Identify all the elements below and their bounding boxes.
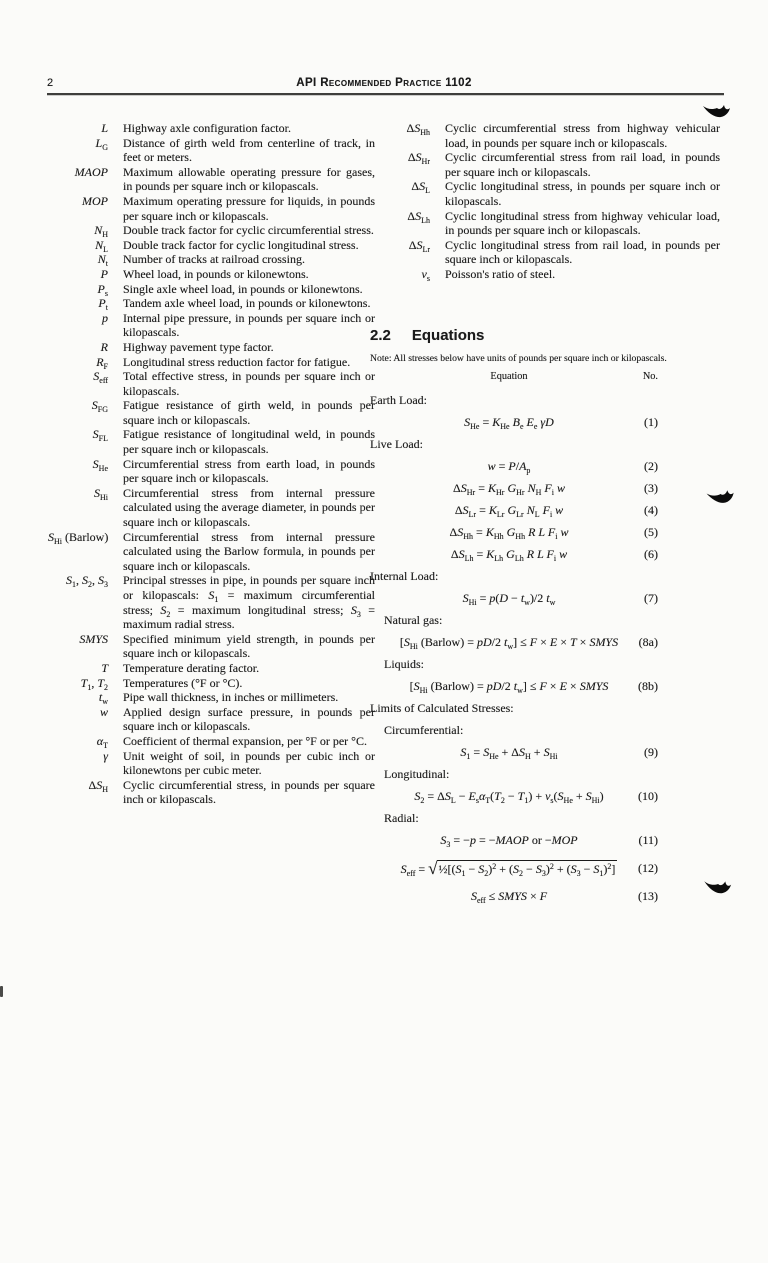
equation-math: $\Delta S_{Lh} = K_{Lh}$ $G_{Lh}$ R L $F_i$ w: [450, 546, 568, 563]
equation-row: [370, 587, 658, 609]
definition-description: Cyclic circumferential stress from highway vehicular load, in pounds per square inch or kilopascals.: [445, 121, 720, 150]
definition-symbol: $S_{FG}$: [91, 398, 108, 415]
running-header: API Recommended Practice 1102: [296, 77, 472, 89]
definition-row: [48, 734, 375, 749]
definition-description: Highway pavement type factor.: [123, 339, 274, 354]
definition-row: [48, 311, 375, 340]
definition-symbol: $P_s$: [97, 281, 108, 298]
definition-row: [48, 121, 375, 136]
equation-section-label: Liquids:: [384, 656, 425, 671]
definition-description: Temperatures (°F or °C).: [123, 675, 243, 690]
equation-row: [370, 455, 658, 477]
equations-list: [370, 389, 658, 907]
equation-row: [370, 741, 658, 763]
definition-row: [48, 705, 375, 734]
definition-description: Wheel load, in pounds or kilonewtons.: [123, 266, 309, 281]
equation-row: [370, 411, 658, 433]
definition-row: [48, 398, 375, 427]
equation-row: [370, 631, 658, 653]
definition-row: [48, 632, 375, 661]
definition-symbol: $v_s$: [421, 266, 430, 283]
definition-row: [48, 661, 375, 676]
definition-description: Temperature derating factor.: [123, 660, 260, 675]
definition-description: Number of tracks at railroad crossing.: [123, 252, 305, 267]
definition-description: Highway axle configuration factor.: [123, 121, 291, 135]
definition-symbol: $N_L$: [95, 237, 108, 254]
definition-symbol: $S_{eff}$: [93, 369, 108, 386]
definition-row: [48, 296, 375, 311]
definition-description: Fatigue resistance of longitudinal weld, in pounds per square inch or kilopascals.: [123, 427, 375, 457]
definition-symbol: T: [101, 660, 108, 675]
definition-description: Double track factor for cyclic circumferential stress.: [123, 223, 374, 238]
page-number: 2: [47, 77, 54, 89]
equation-number: (11): [638, 832, 658, 847]
definition-symbol: P: [100, 266, 108, 281]
definition-row: [48, 690, 375, 705]
definition-row: [48, 486, 375, 530]
equation-number: (9): [644, 744, 658, 759]
definition-symbol: MOP: [82, 193, 108, 208]
definition-symbol: $\Delta S_{Hh}$: [406, 121, 430, 137]
equation-row: [370, 885, 658, 907]
definition-row: [48, 267, 375, 282]
definition-description: Single axle wheel load, in pounds or kilonewtons.: [123, 281, 363, 296]
equation-number: (3): [644, 480, 658, 495]
definition-description: Cyclic longitudinal stress from highway vehicular load, in pounds per square inch or kilopascals.: [445, 208, 720, 238]
definition-description: Cyclic circumferential stress, in pounds per square inch or kilopascals.: [123, 777, 375, 807]
ink-smudge-icon: [705, 484, 737, 509]
definition-row: [48, 282, 375, 297]
equation-section-label: Longitudinal:: [384, 766, 450, 781]
definition-description: Maximum allowable operating pressure for gases, in pounds per square inch or kilopascals.: [123, 164, 375, 194]
equation-row: [370, 521, 658, 543]
equation-table-header: [370, 371, 658, 382]
definition-description: Fatigue resistance of girth weld, in pounds per square inch or kilopascals.: [123, 398, 375, 427]
definition-description: Circumferential stress from internal pressure calculated using the average diameter, in pounds per square inch or kilopascals.: [123, 485, 375, 530]
definition-description: Tandem axle wheel load, in pounds or kilonewtons.: [123, 296, 371, 311]
equation-number: (13): [638, 888, 658, 903]
definition-row: [48, 749, 375, 778]
equation-section-label: Circumferential:: [384, 722, 464, 737]
definition-symbol: $S_{Hi}$: [94, 485, 108, 502]
definition-row: [370, 121, 720, 150]
equation-row: [370, 851, 658, 885]
definition-row: [370, 238, 720, 267]
definition-symbol: $\Delta S_H$: [88, 777, 108, 794]
definition-symbol: $P_t$: [98, 296, 108, 313]
equation-section-label: Natural gas:: [384, 612, 443, 627]
definition-row: [48, 136, 375, 165]
header-rule: [47, 93, 724, 95]
equation-row: [370, 675, 658, 697]
ink-smudge-icon: [702, 100, 732, 122]
equation-number: (5): [644, 524, 658, 539]
equation-math: $\Delta S_{Hh} = K_{Hh}$ $G_{Hh}$ R L $F_i$ w: [449, 524, 569, 541]
scan-edge-mark: [0, 986, 3, 997]
section-title: Equations: [411, 327, 485, 344]
definition-symbol: L: [101, 121, 108, 135]
definition-description: Double track factor for cyclic longitudinal stress.: [123, 237, 359, 252]
section-number: 2.2: [370, 327, 391, 344]
definition-symbol: $\Delta S_L$: [411, 179, 430, 196]
definition-description: Maximum operating pressure for liquids, in pounds per square inch or kilopascals.: [123, 193, 375, 223]
ink-smudge-icon: [702, 875, 733, 899]
definition-row: [48, 355, 375, 370]
equation-number: (7): [644, 590, 658, 605]
equation-math: $S_1 = S_{He} + \Delta S_H + S_{Hi}$: [460, 744, 558, 761]
definition-row: [48, 165, 375, 194]
equation-math: $\Delta S_{Lr} = K_{Lr}$ $G_{Lr}$ $N_L$ $F_i$ w: [454, 502, 564, 519]
equation-row: [370, 785, 658, 807]
definition-symbol: $t_w$: [98, 690, 108, 707]
equation-number: (1): [644, 414, 658, 429]
definition-row: [48, 340, 375, 355]
definition-description: Cyclic longitudinal stress from rail load, in pounds per square inch or kilopascals.: [445, 237, 720, 267]
definition-row: [48, 194, 375, 223]
equation-math: $S_{Hi} = p(D - t_w)/2$ $t_w$: [462, 590, 556, 607]
definition-row: [48, 530, 375, 574]
definition-row: [370, 179, 720, 208]
equation-math: $w = P/A_p$: [487, 458, 531, 475]
definition-row: [48, 223, 375, 238]
definition-symbol: $\Delta S_{Lh}$: [407, 208, 430, 225]
definition-symbol: SMYS: [79, 631, 108, 646]
equation-section-label: Live Load:: [370, 436, 423, 451]
definition-description: Principal stresses in pipe, in pounds per square inch or kilopascals: $S_1$ = maximum circumferential stress; $S_2$ = maximum longitudinal stress; $S_3$ = maximum radial stress.: [123, 573, 376, 632]
equation-section-label: Internal Load:: [370, 568, 439, 583]
definition-symbol: $N_t$: [97, 252, 108, 269]
definition-description: Cyclic circumferential stress from rail load, in pounds per square inch or kilopascals.: [445, 150, 720, 179]
equation-math: $S_3 = -p$ = −MAOP or −MOP: [440, 832, 578, 849]
equation-number: (4): [644, 502, 658, 517]
definition-row: [48, 573, 375, 631]
definition-row: [48, 369, 375, 398]
equation-number: (2): [644, 458, 658, 473]
section-heading: [370, 327, 484, 344]
equation-section-label: Radial:: [384, 810, 419, 825]
definition-description: Poisson's ratio of steel.: [445, 266, 556, 281]
definition-row: [48, 778, 375, 807]
equation-math: $S_{He} = K_{He}$ $B_e$ $E_e$ γD: [464, 414, 554, 431]
definition-description: Total effective stress, in pounds per square inch or kilopascals.: [123, 369, 375, 398]
equation-row: [370, 477, 658, 499]
equation-math: $S_{eff}$ = $√\frac{1}{2}[(S_1 - S_2)^2 + (S_2 - S_3)^2 + (S_3 - S_1)^2]$: [400, 859, 616, 878]
definition-symbol: $\Delta S_{Lr}$: [408, 237, 430, 254]
definition-description: Circumferential stress from earth load, in pounds per square inch or kilopascals.: [123, 456, 375, 486]
equation-number: (12): [638, 860, 658, 875]
definition-symbol: $S_{FL}$: [92, 427, 108, 444]
definition-symbol: $L_G$: [95, 135, 108, 152]
definition-description: Pipe wall thickness, in inches or millimeters.: [123, 690, 339, 705]
definition-symbol: p: [102, 310, 108, 325]
definition-description: Unit weight of soil, in pounds per cubic inch or kilonewtons per cubic meter.: [123, 748, 375, 778]
equation-number: (10): [638, 788, 658, 803]
definition-description: Specified minimum yield strength, in pounds per square inch or kilopascals.: [123, 631, 375, 661]
equation-row: [370, 543, 658, 565]
definitions-column-right: [370, 121, 720, 282]
definition-row: [48, 427, 375, 456]
equation-row: [370, 829, 658, 851]
equation-math: $S_2 = \Delta S_L - E_s\alpha_T(T_2 - T_1) + v_s(S_{He} + S_{Hi})$: [414, 788, 604, 805]
definition-symbol: $N_H$: [94, 223, 108, 240]
equation-number: (6): [644, 546, 658, 561]
definition-description: Cyclic longitudinal stress, in pounds per square inch or kilopascals.: [445, 179, 720, 208]
equation-math: [$S_{Hi}$ (Barlow) = pD/2 $t_w] \le F \times E$ × SMYS: [409, 678, 609, 695]
definition-symbol: $R_F$: [96, 354, 108, 371]
equation-math: $S_{eff}$ ≤ SMYS × F: [470, 888, 548, 905]
definition-row: [48, 457, 375, 486]
definition-symbol: R: [100, 339, 108, 354]
definition-row: [48, 238, 375, 253]
definition-description: Coefficient of thermal expansion, per °F or per °C.: [123, 733, 367, 748]
equation-number: (8b): [638, 678, 658, 693]
equation-math: [$S_{Hi}$ (Barlow) = pD/2 $t_w] \le F \times E \times T$ × SMYS: [399, 634, 619, 651]
definition-symbol: w: [99, 704, 108, 719]
definition-description: Distance of girth weld from centerline of track, in feet or meters.: [123, 135, 375, 165]
definition-symbol: $S_1$, $S_2$, $S_3$: [66, 573, 108, 590]
equation-section-label: Limits of Calculated Stresses:: [370, 700, 514, 715]
definition-row: [48, 676, 375, 691]
equation-math: $\Delta S_{Hr} = K_{Hr}$ $G_{Hr}$ $N_H$ $F_i$ w: [453, 480, 565, 497]
definition-symbol: MAOP: [74, 164, 108, 179]
definition-symbol: $\Delta S_{Hr}$: [407, 150, 430, 167]
definition-symbol: γ: [103, 748, 108, 763]
definition-description: Longitudinal stress reduction factor for fatigue.: [123, 354, 351, 369]
definition-symbol: $S_{Hi}$ (Barlow): [48, 529, 109, 546]
definition-description: Circumferential stress from internal pressure calculated using the Barlow formula, in pounds per square inch or kilopascals.: [123, 529, 375, 573]
definition-row: [48, 252, 375, 267]
number-column-header: No.: [642, 371, 658, 382]
definition-description: Internal pipe pressure, in pounds per square inch or kilopascals.: [123, 310, 375, 340]
note-line: Note: All stresses below have units of pounds per square inch or kilopascals.: [370, 353, 667, 364]
definitions-column-left: [48, 121, 375, 807]
equation-section-label: Earth Load:: [370, 392, 427, 407]
definition-symbol: $\alpha_T$: [96, 733, 108, 750]
definition-description: Applied design surface pressure, in pounds per square inch or kilopascals.: [123, 704, 375, 734]
definition-symbol: $S_{He}$: [92, 456, 108, 473]
definition-row: [370, 267, 720, 282]
equation-row: [370, 499, 658, 521]
equation-number: (8a): [638, 634, 658, 649]
definition-row: [370, 209, 720, 238]
equation-column-header: Equation: [490, 371, 528, 382]
definition-row: [370, 150, 720, 179]
definition-symbol: $T_1$, $T_2$: [80, 675, 108, 692]
